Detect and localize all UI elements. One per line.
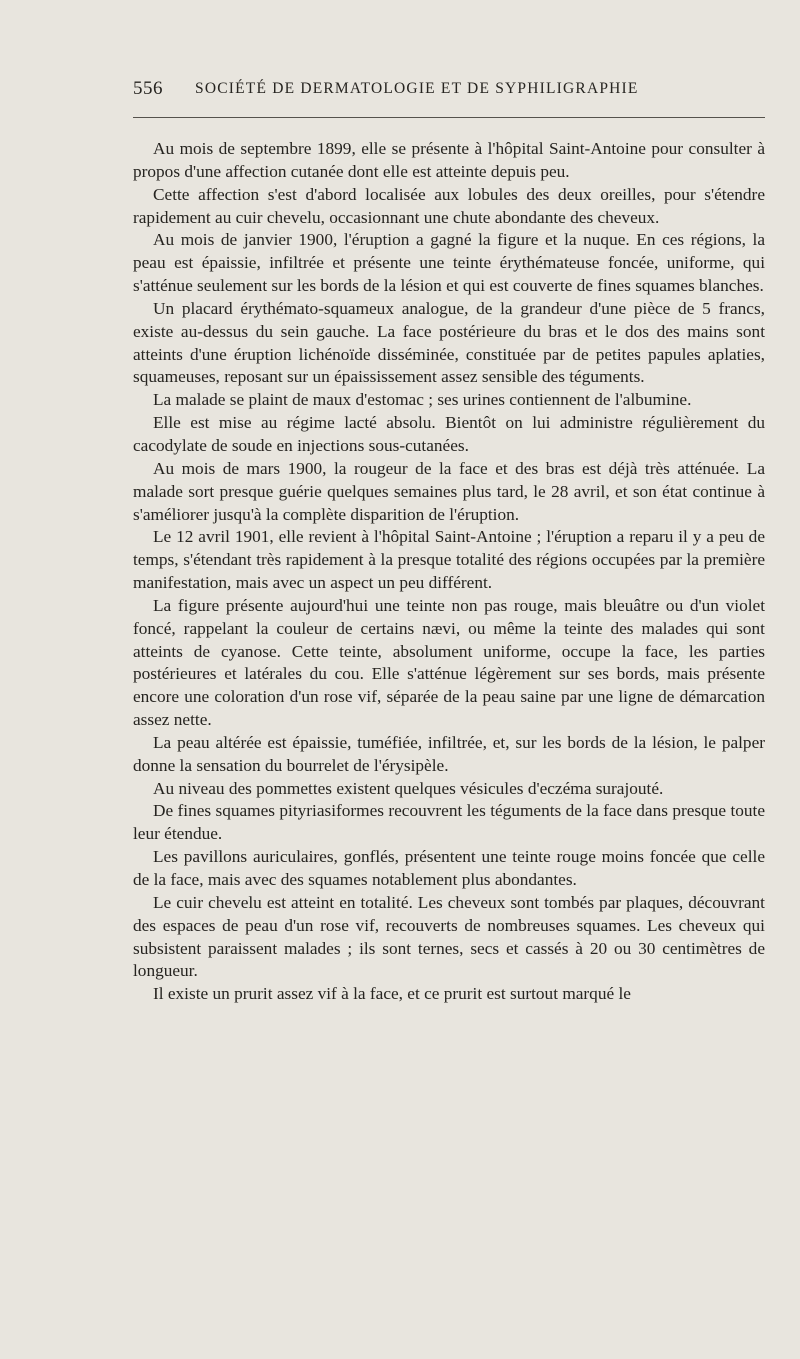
- paragraph: Au mois de janvier 1900, l'éruption a gagné la figure et la nuque. En ces régions, la peau est épaissie, infiltrée et présente une teinte érythémateuse foncée, uniforme, qui s'atténue seulement sur les bords de la lésion et qui est couverte de fines squames blanches.: [133, 230, 765, 296]
- page-header: [133, 78, 765, 104]
- body-text: [133, 138, 765, 1006]
- page-number: 556: [133, 78, 163, 99]
- paragraph: Le cuir chevelu est atteint en totalité. Les cheveux sont tombés par plaques, découvrant des espaces de peau d'un rose vif, recouverts de nombreuses squames. Les cheveux qui subsistent paraissent malades ; ils sont ternes, secs et cassés à 20 ou 30 centimètres de longueur.: [133, 892, 765, 981]
- paragraph: La figure présente aujourd'hui une teinte non pas rouge, mais bleuâtre ou d'un violet foncé, rappelant la couleur de certains nævi, ou même la teinte des malades qui sont atteints de cyanose. Cette teinte, absolument uniforme, occupe la face, les parties postérieures et latérales du cou. Elle s'atténue légèrement sur ses bords, mais présente encore une coloration d'un rose vif, séparée de la peau saine par une ligne de démarcation assez nette.: [133, 595, 765, 730]
- paragraph: Cette affection s'est d'abord localisée aux lobules des deux oreilles, pour s'étendre rapidement au cuir chevelu, occasionnant une chute abondante des cheveux.: [133, 184, 765, 227]
- paragraph: Elle est mise au régime lacté absolu. Bientôt on lui administre régulièrement du cacodylate de soude en injections sous-cutanées.: [133, 413, 765, 455]
- paragraph: La peau altérée est épaissie, tuméfiée, infiltrée, et, sur les bords de la lésion, le palper donne la sensation du bourrelet de l'érysipèle.: [133, 732, 765, 775]
- paragraph: Au mois de septembre 1899, elle se présente à l'hôpital Saint-Antoine pour consulter à propos d'une affection cutanée dont elle est atteinte depuis peu.: [133, 139, 765, 181]
- paragraph: Un placard érythémato-squameux analogue, de la grandeur d'une pièce de 5 francs, existe au-dessus du sein gauche. La face postérieure du bras et le dos des mains sont atteints d'une éruption lichénoïde disséminée, constituée par de petites papules aplaties, squameuses, reposant sur un épaississement assez sensible des téguments.: [133, 298, 765, 387]
- paragraph: Au mois de mars 1900, la rougeur de la face et des bras est déjà très atténuée. La malade sort presque guérie quelques semaines plus tard, le 28 avril, et son état continue à s'améliorer jusqu'à la complète disparition de l'éruption.: [133, 458, 765, 524]
- paragraph: La malade se plaint de maux d'estomac ; ses urines contiennent de l'albumine.: [153, 390, 692, 410]
- paragraph: De fines squames pityriasiformes recouvrent les téguments de la face dans presque toute leur étendue.: [133, 801, 765, 844]
- paragraph: Au niveau des pommettes existent quelques vésicules d'eczéma surajouté.: [153, 778, 664, 798]
- paragraph: Les pavillons auriculaires, gonflés, présentent une teinte rouge moins foncée que celle de la face, mais avec des squames notablement plus abondantes.: [133, 847, 765, 889]
- running-title: SOCIÉTÉ DE DERMATOLOGIE ET DE SYPHILIGRAPHIE: [195, 80, 639, 97]
- paragraph: Le 12 avril 1901, elle revient à l'hôpital Saint-Antoine ; l'éruption a reparu il y a peu de temps, s'étendant très rapidement à la presque totalité des régions occupées par la première manifestation, mais avec un aspect un peu différent.: [133, 527, 765, 593]
- paragraph: Il existe un prurit assez vif à la face, et ce prurit est surtout marqué le: [153, 984, 631, 1004]
- header-rule: [133, 117, 765, 118]
